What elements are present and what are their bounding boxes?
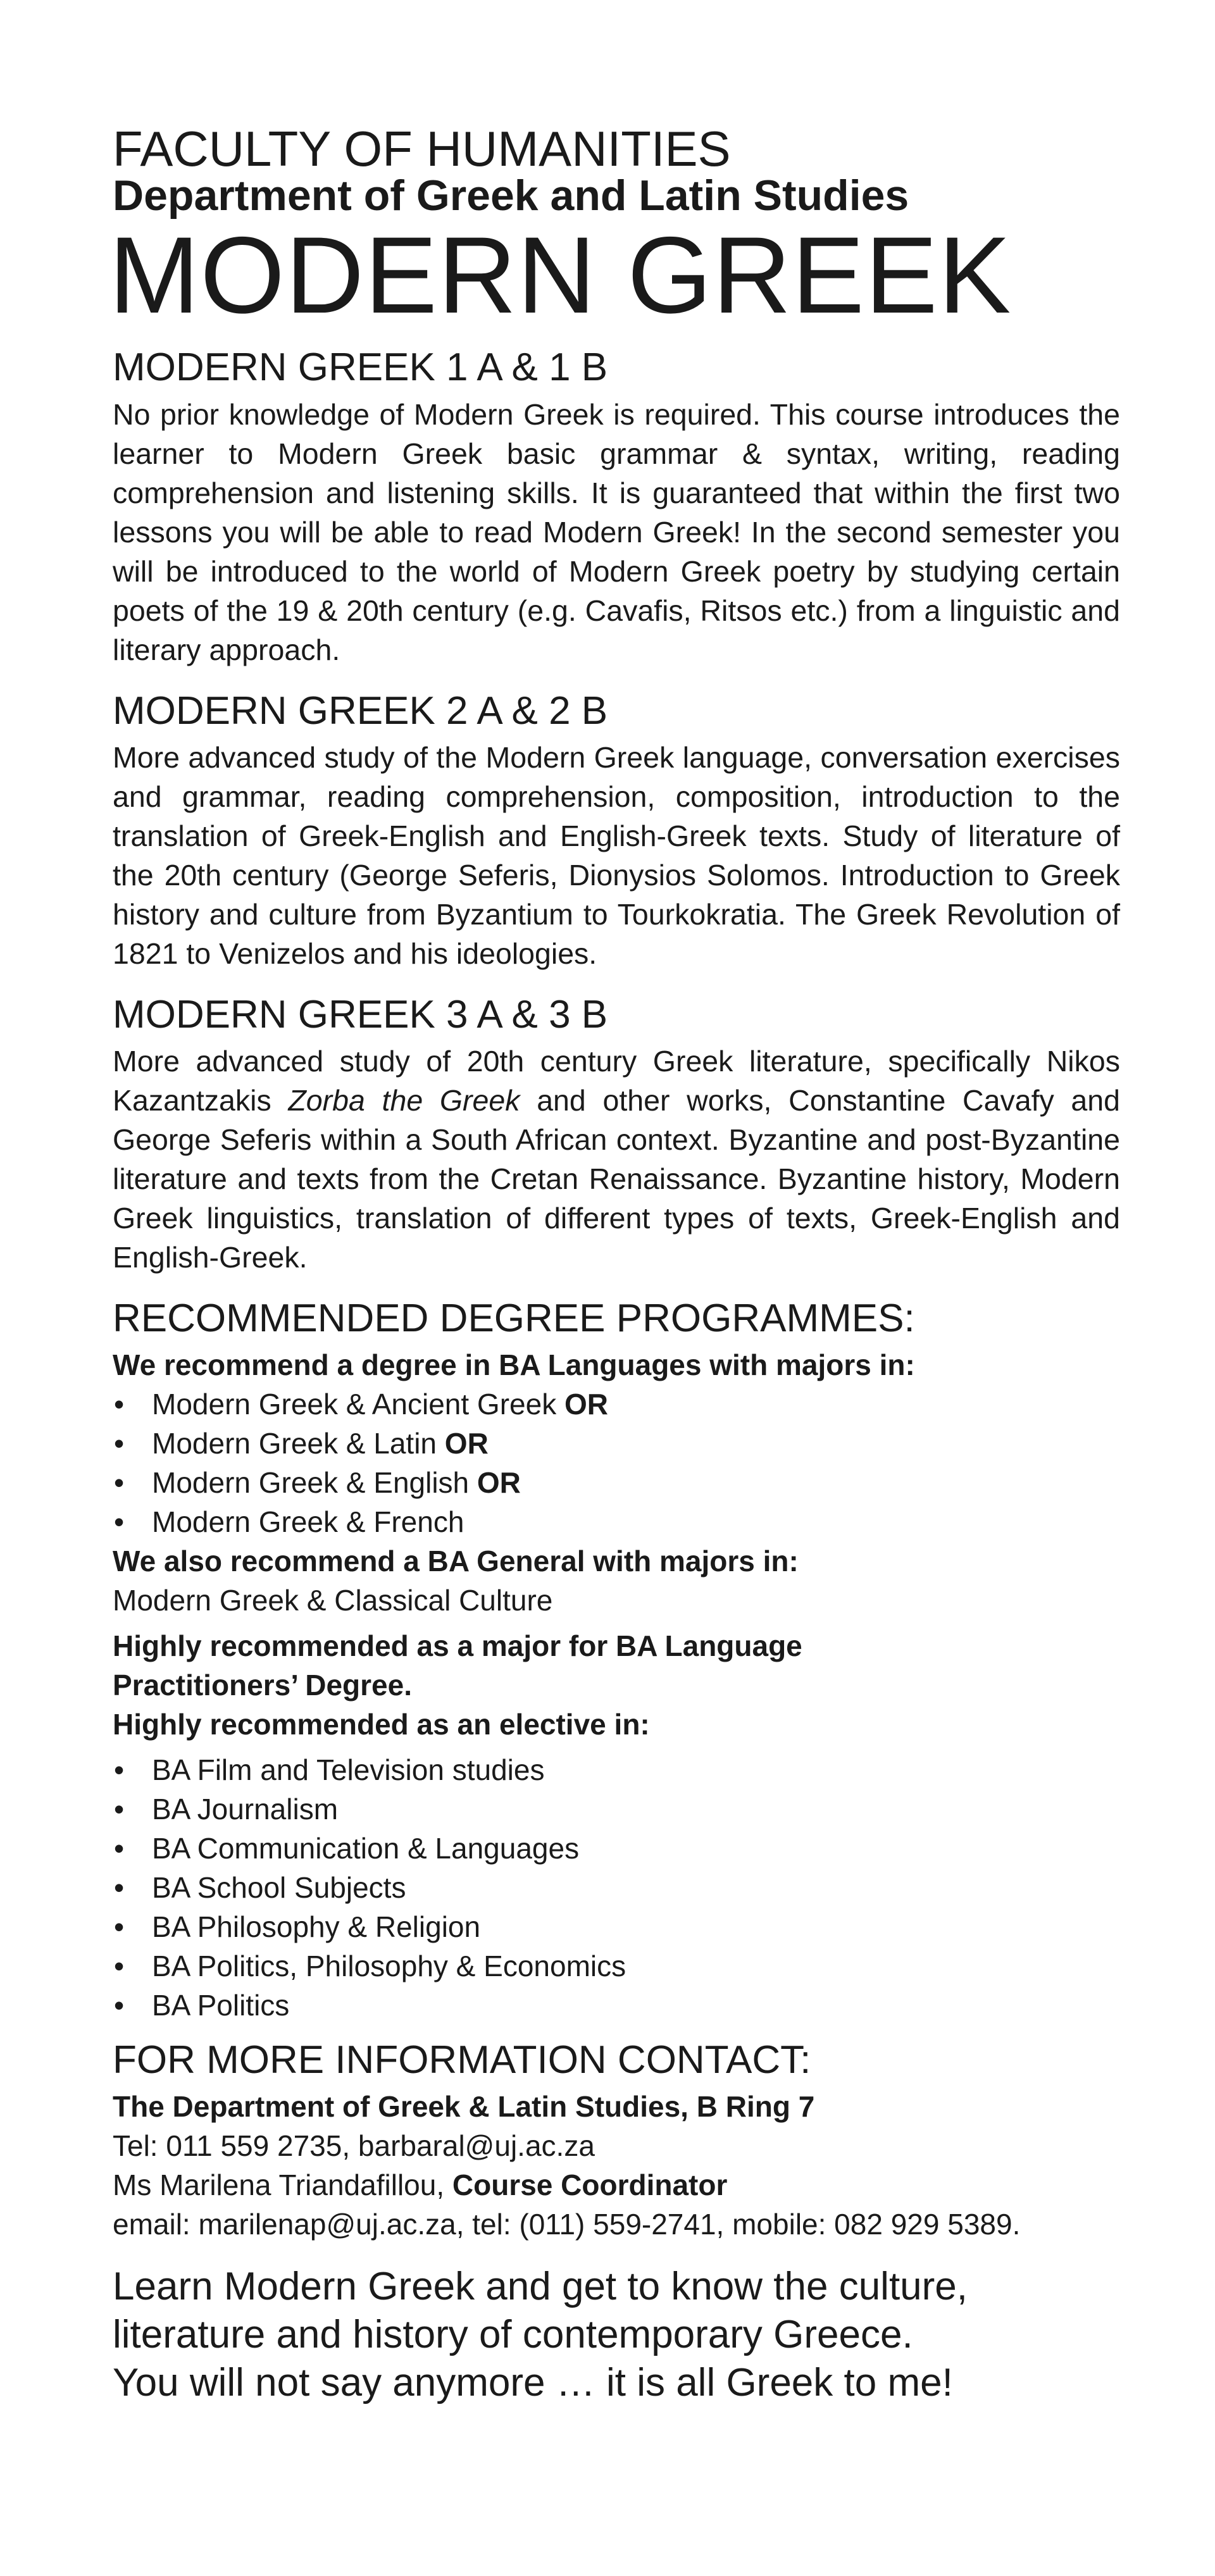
course-3-section — [113, 993, 1120, 1277]
course-3-heading: MODERN GREEK 3 A & 3 B — [113, 992, 608, 1036]
list-item: • Modern Greek & English OR — [113, 1463, 1120, 1502]
ba-general-intro: We also recommend a BA General with majors in: — [113, 1545, 799, 1578]
tagline-line-2: literature and history of contemporary Greece. — [113, 2313, 913, 2357]
course-3-text-before: More advanced study of 20th century Greek literature, specifically Nikos Kazantzakis — [113, 1044, 1120, 1117]
bullet-icon: • — [114, 1388, 125, 1421]
list-item: • BA School Subjects — [113, 1868, 1120, 1907]
contact-department: The Department of Greek & Latin Studies, B Ring 7 — [113, 2090, 815, 2124]
list-item: • BA Politics, Philosophy & Economics — [113, 1946, 1120, 1986]
page-title: MODERN GREEK — [109, 215, 1012, 337]
course-2-heading: MODERN GREEK 2 A & 2 B — [113, 688, 608, 733]
electives-list — [113, 1750, 1120, 2025]
bullet-icon: • — [114, 1832, 125, 1865]
bullet-icon: • — [114, 1753, 125, 1787]
bullet-icon: • — [114, 1989, 125, 2022]
programmes-section — [113, 1297, 1120, 2025]
list-item: • BA Film and Television studies — [113, 1750, 1120, 1789]
course-2-description: More advanced study of the Modern Greek language, conversation exercises and grammar, reading comprehension, composition, introduction to the translation of Greek-English and English-Greek texts. Study of literature of the 20th century (George Seferis, Dionysios Solomos. Introduction to Greek history and culture from Byzantium to Tourkokratia. The Greek Revolution of 1821 to Venizelos and his ideologies. — [113, 740, 1120, 970]
coordinator-contact: email: marilenap@uj.ac.za, tel: (011) 559-2741, mobile: 082 929 5389. — [113, 2208, 1021, 2241]
coordinator-name: Ms Marilena Triandafillou, — [113, 2168, 452, 2202]
course-3-description — [113, 1042, 1120, 1277]
bullet-icon: • — [114, 1466, 125, 1500]
bullet-icon: • — [114, 1871, 125, 1905]
list-item: • BA Journalism — [113, 1789, 1120, 1829]
coordinator-line — [113, 2165, 1120, 2205]
bullet-icon: • — [114, 1427, 125, 1460]
list-item: • Modern Greek & Latin OR — [113, 1424, 1120, 1463]
programmes-heading: RECOMMENDED DEGREE PROGRAMMES: — [113, 1296, 915, 1340]
course-2-section — [113, 690, 1120, 973]
department-name: Department of Greek and Latin Studies — [113, 171, 909, 220]
header — [109, 121, 1120, 337]
bullet-icon: • — [114, 1505, 125, 1539]
list-item: • Modern Greek & Ancient Greek OR — [113, 1384, 1120, 1424]
ba-general-majors: Modern Greek & Classical Culture — [113, 1584, 553, 1617]
elective-intro: Highly recommended as an elective in: — [113, 1708, 650, 1741]
contact-heading: FOR MORE INFORMATION CONTACT: — [113, 2038, 811, 2082]
list-item: • Modern Greek & French — [113, 1502, 1120, 1541]
tagline-line-1: Learn Modern Greek and get to know the culture, — [113, 2265, 968, 2309]
course-3-text-after: and other works, Constantine Cavafy and George Seferis within a South African context. Byzantine and post-Byzantine literature and texts from the Cretan Renaissance. Byzantine history, Modern Greek linguistics, translation of different types of texts, Greek-English and English-Greek. — [113, 1083, 1121, 1274]
course-1-section — [113, 346, 1120, 669]
course-1-heading: MODERN GREEK 1 A & 1 B — [113, 345, 608, 390]
list-item: • BA Communication & Languages — [113, 1829, 1120, 1868]
bullet-icon: • — [114, 1910, 125, 1944]
bullet-icon: • — [114, 1793, 125, 1826]
bullet-icon: • — [114, 1950, 125, 1983]
list-item: • BA Philosophy & Religion — [113, 1907, 1120, 1946]
list-item: • BA Politics — [113, 1986, 1120, 2025]
practitioners-line-2: Practitioners’ Degree. — [113, 1669, 412, 1702]
course-1-description: No prior knowledge of Modern Greek is required. This course introduces the learner to Modern Greek basic grammar & syntax, writing, reading comprehension and listening skills. It is guaranteed that within the first two lessons you will be able to read Modern Greek! In the second semester you will be introduced to the world of Modern Greek poetry by studying certain poets of the 19 & 20th century (e.g. Cavafis, Ritsos etc.) from a linguistic and literary approach. — [113, 397, 1120, 666]
coordinator-role: Course Coordinator — [452, 2168, 728, 2202]
course-3-book-title: Zorba the Greek — [288, 1083, 520, 1117]
faculty-name: FACULTY OF HUMANITIES — [113, 121, 731, 177]
contact-tel: Tel: 011 559 2735, barbaral@uj.ac.za — [113, 2129, 595, 2163]
contact-section — [113, 2039, 1120, 2244]
ba-languages-list — [113, 1384, 1120, 1541]
tagline-line-3: You will not say anymore … it is all Greek to me! — [113, 2361, 953, 2405]
tagline — [113, 2263, 1120, 2407]
ba-languages-intro: We recommend a degree in BA Languages with majors in: — [113, 1348, 915, 1382]
practitioners-line-1: Highly recommended as a major for BA Language — [113, 1629, 802, 1663]
